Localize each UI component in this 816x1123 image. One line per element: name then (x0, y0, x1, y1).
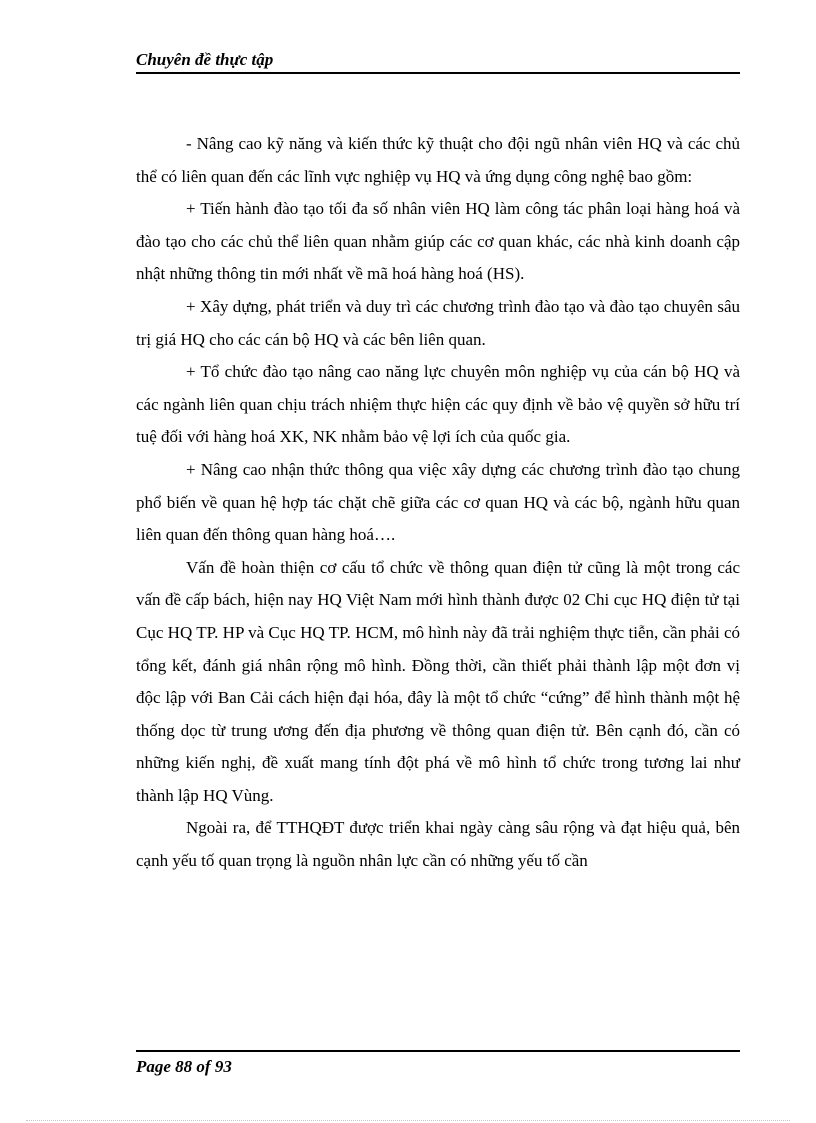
page-boundary-line (26, 1120, 790, 1121)
page-number: Page 88 of 93 (136, 1057, 232, 1076)
page-footer (136, 1050, 740, 1077)
paragraph-1: - Nâng cao kỹ năng và kiến thức kỹ thuật cho đội ngũ nhân viên HQ và các chủ thể có liên quan đến các lĩnh vực nghiệp vụ HQ và ứng dụng công nghệ bao gồm: (136, 134, 740, 186)
page-header (136, 48, 740, 74)
document-body (136, 128, 740, 878)
paragraph-3: + Xây dựng, phát triển và duy trì các chương trình đào tạo và đào tạo chuyên sâu trị giá HQ cho các cán bộ HQ và các bên liên quan. (136, 296, 740, 349)
paragraph-4: + Tổ chức đào tạo nâng cao năng lực chuyên môn nghiệp vụ của cán bộ HQ và các ngành liên quan chịu trách nhiệm thực hiện các quy định về bảo vệ quyền sở hữu trí tuệ đối với hàng hoá XK, NK nhằm bảo vệ lợi ích của quốc gia. (136, 362, 740, 447)
paragraph-7: Ngoài ra, để TTHQĐT được triển khai ngày càng sâu rộng và đạt hiệu quả, bên cạnh yếu tố quan trọng là nguồn nhân lực cần có những yếu tố cần (136, 818, 740, 871)
paragraph-2: + Tiến hành đào tạo tối đa số nhân viên HQ làm công tác phân loại hàng hoá và đào tạo cho các chủ thể liên quan nhằm giúp các cơ quan khác, các nhà kinh doanh cập nhật những thông tin mới nhất về mã hoá hàng hoá (HS). (136, 199, 740, 284)
header-title: Chuyên đề thực tập (136, 50, 274, 69)
paragraph-6: Vấn đề hoàn thiện cơ cấu tổ chức về thông quan điện tử cũng là một trong các vấn đề cấp bách, hiện nay HQ Việt Nam mới hình thành được 02 Chi cục HQ điện tử tại Cục HQ TP. HP và Cục HQ TP. HCM, mô hình này đã trải nghiệm thực tiễn, cần phải có tổng kết, đánh giá nhân rộng mô hình. Đồng thời, cần thiết phải thành lập một đơn vị độc lập với Ban Cải cách hiện đại hóa, đây là một tổ chức “cứng” để hình thành một hệ thống dọc từ trung ương đến địa phương về thông quan điện tử. Bên cạnh đó, cần có những kiến nghị, đề xuất mang tính đột phá về mô hình tổ chức trong tương lai như thành lập HQ Vùng. (136, 557, 740, 805)
paragraph-5: + Nâng cao nhận thức thông qua việc xây dựng các chương trình đào tạo chung phổ biến về quan hệ hợp tác chặt chẽ giữa các cơ quan HQ và các bộ, ngành hữu quan liên quan đến thông quan hàng hoá…. (136, 459, 740, 545)
